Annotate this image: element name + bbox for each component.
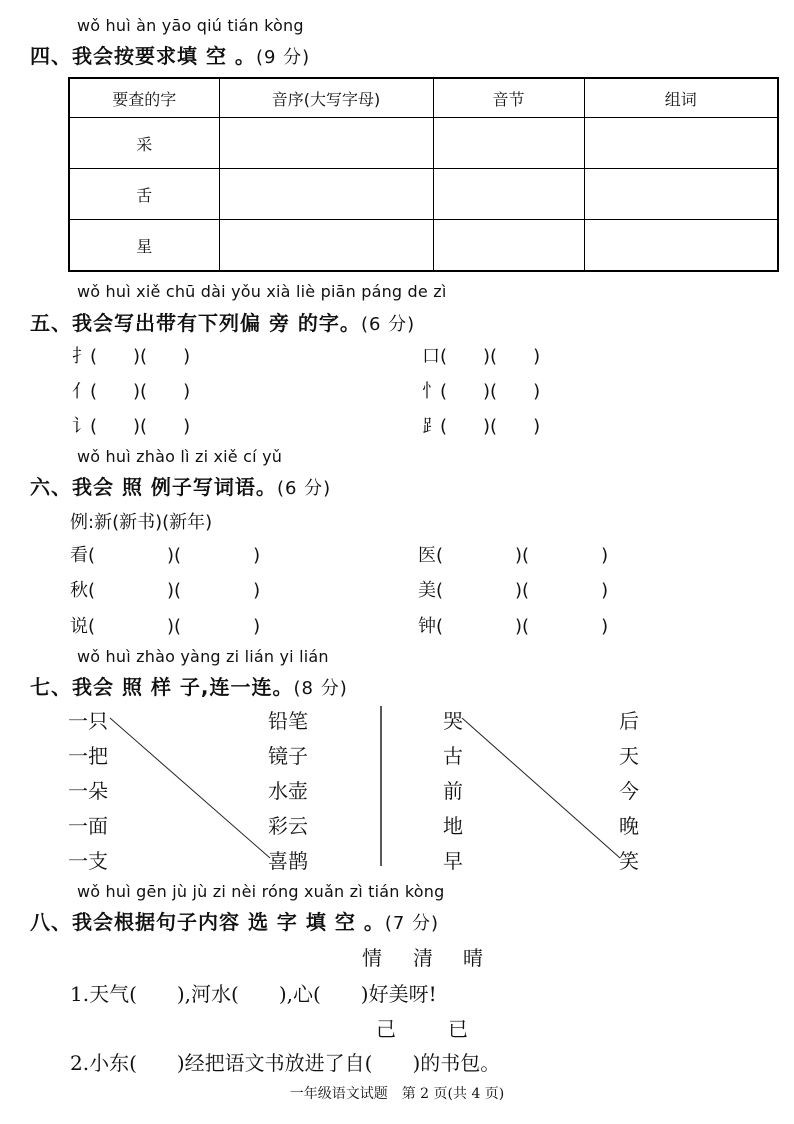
- choice-4: 己: [376, 1017, 396, 1041]
- word-char: 医: [418, 545, 436, 566]
- match-right-1[interactable]: 铅笔: [268, 709, 308, 733]
- blank-pair: ( )( ): [440, 416, 541, 437]
- word-char: 说: [70, 616, 88, 637]
- word-char: 钟: [418, 616, 436, 637]
- section8-title-text: 八、我会根据句子内容 选 字 填 空 。: [30, 910, 385, 934]
- match-right-b-5[interactable]: 笑: [619, 849, 639, 873]
- choice-2: 清: [413, 946, 433, 970]
- section5-score: (6 分): [360, 314, 416, 335]
- match-left-2[interactable]: 一把: [68, 744, 108, 768]
- section4-pinyin: wǒ huì àn yāo qiú tián kòng: [77, 16, 304, 35]
- example-line-1: [110, 718, 270, 858]
- blank-pair: ( )( ): [88, 616, 261, 637]
- radical-label: 扌: [72, 346, 90, 367]
- match-left-b-5[interactable]: 早: [443, 849, 463, 873]
- section8-pinyin: wǒ huì gēn jù jù zi nèi róng xuǎn zì tián kòng: [77, 882, 445, 901]
- match-right-b-1[interactable]: 后: [619, 709, 639, 733]
- choice-1: 情: [362, 946, 382, 970]
- sentence-2[interactable]: 2.小东( )经把语文书放进了自( )的书包。: [70, 1051, 501, 1075]
- blank-pair: ( )( ): [90, 416, 191, 437]
- match-right-b-3[interactable]: 今: [619, 779, 639, 803]
- table-header-syllable: 音节: [433, 78, 584, 118]
- section5-pinyin: wǒ huì xiě chū dài yǒu xià liè piān páng de zì: [77, 282, 447, 301]
- section4-score: (9 分): [255, 47, 311, 68]
- radical-label: ⻊: [422, 416, 440, 437]
- table-cell-char: 舌: [69, 169, 219, 220]
- word-char: 秋: [70, 580, 88, 601]
- section8-title: [30, 906, 439, 935]
- table-cell-char: 采: [69, 118, 219, 169]
- section6-title-text: 六、我会 照 例子写词语。: [30, 475, 277, 499]
- radical-label: 讠: [72, 416, 90, 437]
- section7-pinyin: wǒ huì zhào yàng zi lián yi lián: [77, 647, 329, 666]
- section4-title-text: 四、我会按要求填 空 。: [30, 44, 256, 68]
- match-left-b-3[interactable]: 前: [443, 779, 463, 803]
- table-header-char: 要查的字: [69, 78, 219, 118]
- match-left-b-1[interactable]: 哭: [443, 709, 463, 733]
- match-left-1[interactable]: 一只: [68, 709, 108, 733]
- radical-label: 亻: [72, 381, 90, 402]
- blank-pair: ( )( ): [436, 545, 609, 566]
- choice-3: 晴: [463, 946, 483, 970]
- blank-pair: ( )( ): [90, 381, 191, 402]
- match-right-4[interactable]: 彩云: [268, 814, 308, 838]
- section7-title-text: 七、我会 照 样 子,连一连。: [30, 675, 294, 699]
- table-header-order: 音序(大写字母): [219, 78, 433, 118]
- match-left-4[interactable]: 一面: [68, 814, 108, 838]
- word-char: 看: [70, 545, 88, 566]
- word-char: 美: [418, 580, 436, 601]
- match-right-b-2[interactable]: 天: [619, 744, 639, 768]
- section5-title-text: 五、我会写出带有下列偏 旁 的字。: [30, 311, 361, 335]
- blank-pair: ( )( ): [440, 346, 541, 367]
- blank-pair: ( )( ): [436, 616, 609, 637]
- radical-label: 忄: [422, 381, 440, 402]
- match-left-b-4[interactable]: 地: [443, 814, 463, 838]
- example-line: 例:新(新书)(新年): [70, 512, 213, 533]
- blank-pair: ( )( ): [88, 545, 261, 566]
- radical-label: 口: [422, 346, 440, 367]
- blank-pair: ( )( ): [440, 381, 541, 402]
- match-right-2[interactable]: 镜子: [268, 744, 308, 768]
- section6-score: (6 分): [276, 478, 332, 499]
- table-cell-char: 星: [69, 220, 219, 272]
- table-header-words: 组词: [584, 78, 778, 118]
- blank-pair: ( )( ): [436, 580, 609, 601]
- sentence-1[interactable]: 1.天气( ),河水( ),心( )好美呀!: [70, 982, 437, 1006]
- page-footer: 一年级语文试题 第 2 页(共 4 页): [289, 1086, 505, 1102]
- section6-pinyin: wǒ huì zhào lì zi xiě cí yǔ: [77, 447, 283, 466]
- match-left-3[interactable]: 一朵: [68, 779, 108, 803]
- choice-5: 已: [448, 1017, 468, 1041]
- match-right-3[interactable]: 水壶: [268, 779, 308, 803]
- blank-pair: ( )( ): [88, 580, 261, 601]
- example-line-2: [462, 718, 620, 858]
- blank-pair: ( )( ): [90, 346, 191, 367]
- match-right-5[interactable]: 喜鹊: [268, 849, 308, 873]
- match-left-5[interactable]: 一支: [68, 849, 108, 873]
- section7-score: (8 分): [293, 678, 348, 699]
- section8-score: (7 分): [384, 913, 440, 934]
- match-left-b-2[interactable]: 古: [443, 744, 463, 768]
- match-right-b-4[interactable]: 晚: [619, 814, 639, 838]
